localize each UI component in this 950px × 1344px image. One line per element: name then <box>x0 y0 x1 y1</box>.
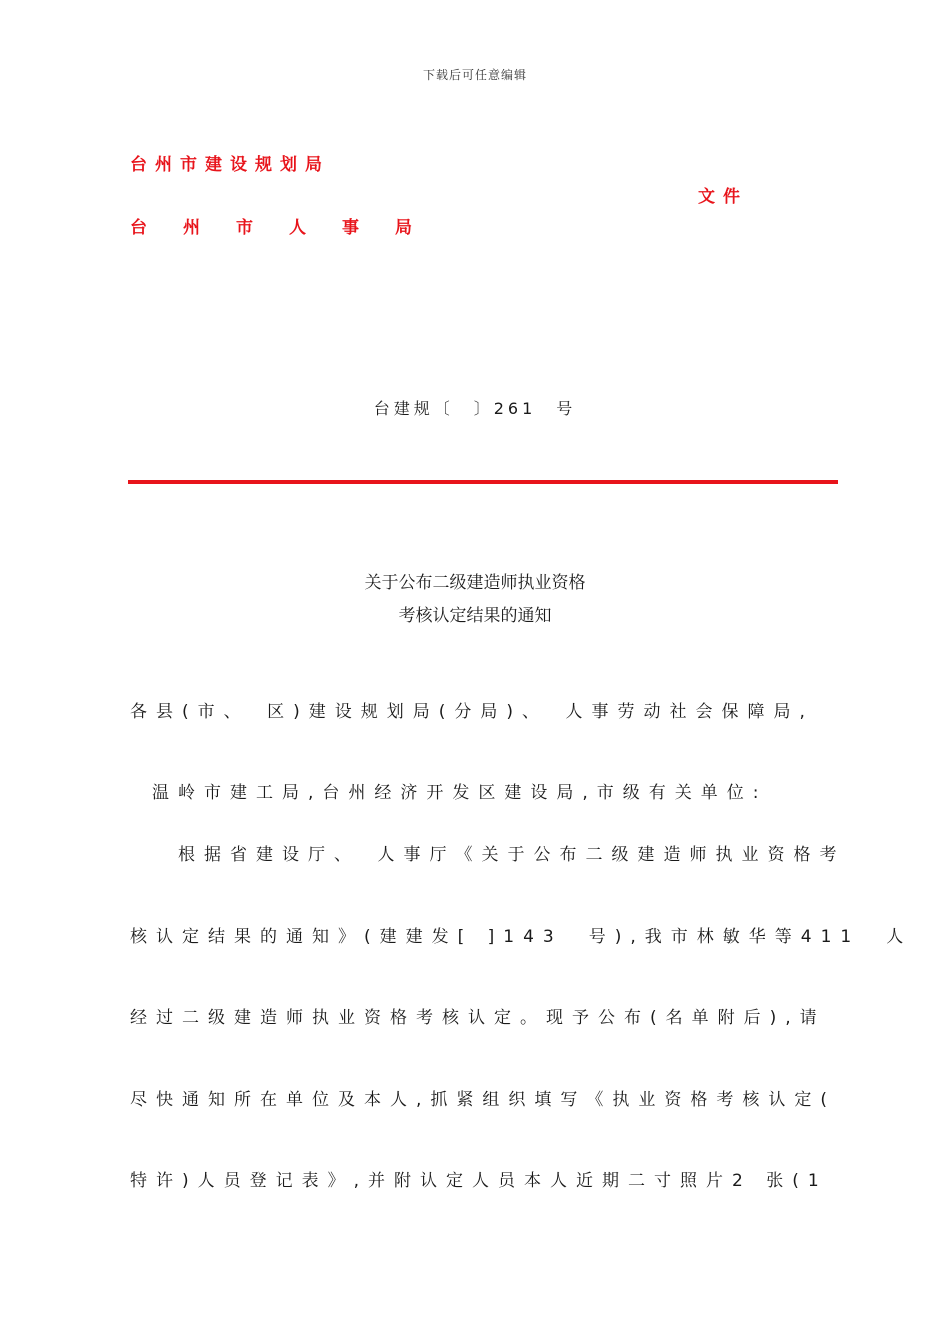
notice-title-line-1: 关于公布二级建造师执业资格 <box>364 573 586 593</box>
issuer-construction-bureau: 台州市建设规划局 <box>130 155 330 175</box>
header-note: 下载后可任意编辑 <box>422 68 527 82</box>
issuer-document-suffix: 文件 <box>698 187 748 207</box>
body-line-2: 温岭市建工局,台州经济开发区建设局,市级有关单位: <box>152 783 768 803</box>
body-line-1: 各县(市、 区)建设规划局(分局)、 人事劳动社会保障局, <box>130 702 814 722</box>
body-line-7: 特许)人员登记表》,并附认定人员本人近期二寸照片2 张(1 <box>130 1171 828 1191</box>
issuer-personnel-bureau: 台州市人事局 <box>130 218 448 238</box>
notice-title-line-2: 考核认定结果的通知 <box>398 606 552 626</box>
body-line-5: 经过二级建造师执业资格考核认定。现予公布(名单附后),请 <box>130 1008 826 1028</box>
red-divider <box>128 480 838 484</box>
body-line-6: 尽快通知所在单位及本人,抓紧组织填写《执业资格考核认定( <box>130 1090 837 1110</box>
body-line-3: 根据省建设厅、 人事厅《关于公布二级建造师执业资格考 <box>178 845 846 865</box>
body-line-4: 核认定结果的通知》(建建发[ ]143 号),我市林敏华等411 人 <box>130 927 913 947</box>
document-number: 台建规〔 〕261 号 <box>373 399 577 418</box>
